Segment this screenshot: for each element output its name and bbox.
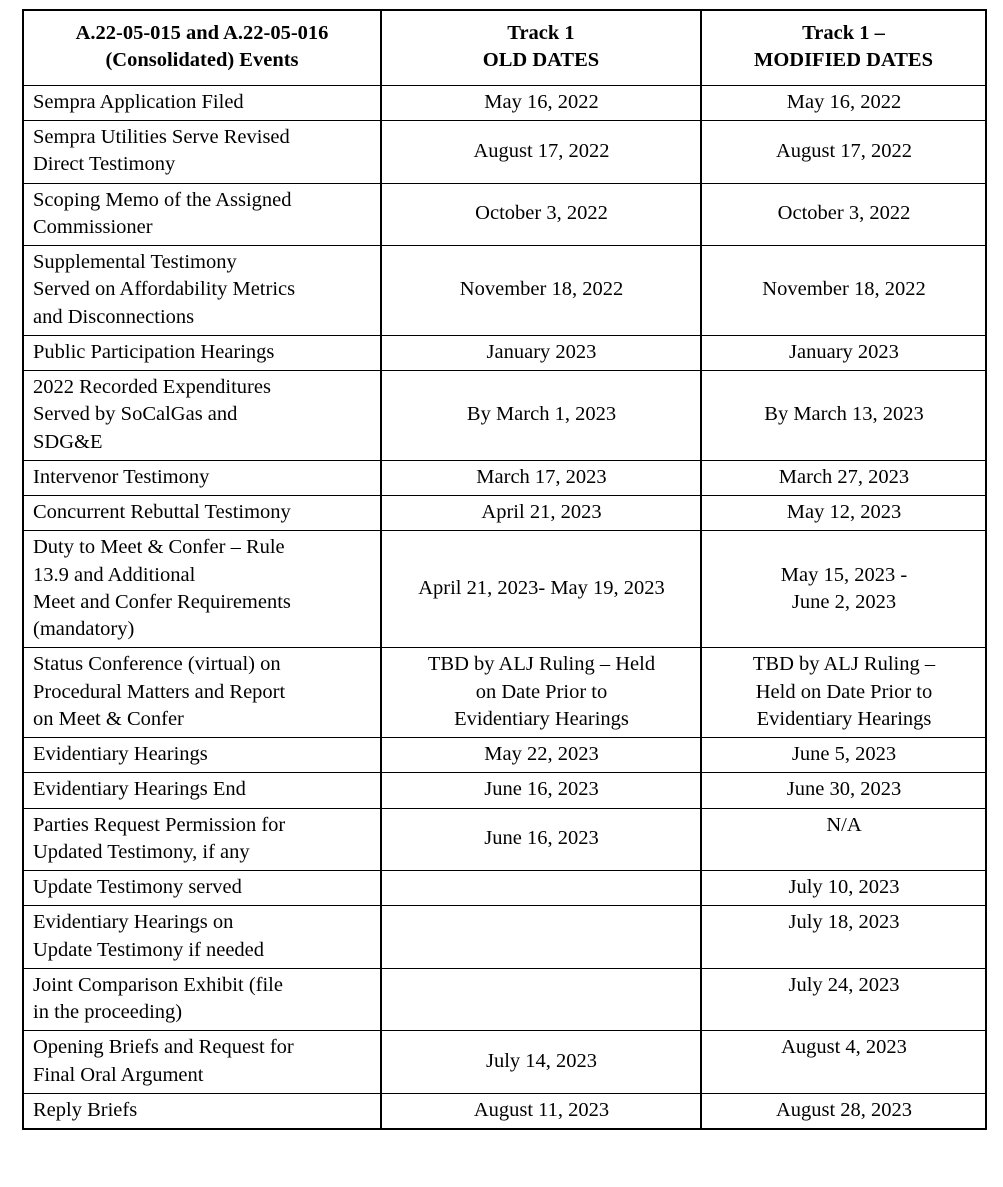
event-cell-content (24, 969, 380, 1031)
modified-date-cell-content (702, 773, 985, 807)
table-row (23, 460, 986, 495)
modified-date-cell-content (702, 461, 985, 495)
event-cell (23, 460, 381, 495)
cell-text-line: Status Conference (virtual) on (33, 653, 281, 676)
modified-date-cell (701, 1093, 986, 1129)
cell-text-line: in the proceeding) (33, 1001, 183, 1024)
old-date-cell (381, 85, 701, 120)
old-date-cell (381, 496, 701, 531)
modified-date-cell-content (702, 86, 985, 120)
old-date-cell (381, 906, 701, 969)
event-cell-content (24, 809, 380, 871)
old-date-cell-content (382, 572, 700, 606)
table-row (23, 1093, 986, 1129)
old-date-cell (381, 1093, 701, 1129)
cell-text-line: April 21, 2023- May 19, 2023 (418, 577, 665, 600)
event-cell (23, 121, 381, 184)
event-cell-content (24, 461, 380, 495)
old-date-cell-content (382, 648, 700, 737)
modified-date-cell (701, 871, 986, 906)
old-date-cell (381, 738, 701, 773)
event-cell-content (24, 1031, 380, 1093)
cell-text-line: May 16, 2022 (786, 90, 902, 113)
modified-date-cell-content (702, 336, 985, 370)
column-header-events (23, 10, 381, 85)
header-row (23, 10, 986, 85)
event-cell-content (24, 496, 380, 530)
event-cell-content (24, 1094, 380, 1128)
cell-text-line: Evidentiary Hearings End (33, 778, 246, 801)
cell-text-line: August 11, 2023 (473, 1098, 610, 1121)
column-header-old-dates-text (382, 11, 700, 85)
cell-text-line: and Disconnections (33, 305, 195, 328)
cell-text-line: July 14, 2023 (485, 1050, 598, 1073)
table-row (23, 906, 986, 969)
modified-date-cell-content (702, 559, 985, 621)
cell-text-line: SDG&E (33, 430, 103, 453)
old-date-cell (381, 121, 701, 184)
old-date-cell-content (382, 461, 700, 495)
cell-text-line: Concurrent Rebuttal Testimony (33, 501, 291, 524)
cell-text-line: May 16, 2022 (484, 90, 599, 113)
table-row (23, 808, 986, 871)
event-cell (23, 246, 381, 336)
cell-text-line: Evidentiary Hearings (454, 707, 629, 730)
old-date-cell-content (382, 983, 700, 1017)
procedural-schedule-table (22, 9, 987, 1130)
modified-date-cell-content (702, 1094, 985, 1128)
cell-text-line: April 21, 2023 (481, 501, 602, 524)
old-date-cell-content (382, 86, 700, 120)
cell-text-line: August 28, 2023 (775, 1098, 913, 1121)
header-line: A.22-05-015 and A.22-05-016 (75, 22, 329, 44)
cell-text-line: Held on Date Prior to (755, 680, 933, 703)
cell-text-line: July 10, 2023 (788, 876, 900, 899)
cell-text-line: Commissioner (33, 215, 153, 238)
cell-text-line: (mandatory) (33, 618, 135, 641)
modified-date-cell-content (702, 871, 985, 905)
table-body (23, 85, 986, 1129)
old-date-cell (381, 773, 701, 808)
cell-text-line: on Meet & Confer (33, 707, 184, 730)
header-line: MODIFIED DATES (753, 49, 933, 72)
event-cell (23, 1093, 381, 1129)
table-row (23, 648, 986, 738)
cell-text-line: Procedural Matters and Report (33, 680, 286, 703)
modified-date-cell (701, 335, 986, 370)
event-cell-content (24, 738, 380, 772)
old-date-cell (381, 460, 701, 495)
old-date-cell (381, 183, 701, 246)
event-cell (23, 773, 381, 808)
table-row (23, 496, 986, 531)
cell-text-line: By March 1, 2023 (466, 403, 617, 426)
cell-text-line: Intervenor Testimony (33, 465, 210, 488)
modified-date-cell (701, 246, 986, 336)
table-row (23, 183, 986, 246)
table-row (23, 871, 986, 906)
cell-text-line: October 3, 2022 (777, 202, 911, 225)
column-header-modified-dates-text (702, 11, 985, 85)
modified-date-cell (701, 738, 986, 773)
modified-date-cell-content (702, 648, 985, 737)
cell-text-line: Final Oral Argument (33, 1063, 204, 1086)
modified-date-cell-content (702, 906, 985, 940)
old-date-cell-content (382, 135, 700, 169)
old-date-cell (381, 371, 701, 461)
old-date-cell (381, 968, 701, 1031)
cell-text-line: August 4, 2023 (781, 1036, 907, 1059)
event-cell-content (24, 648, 380, 737)
modified-date-cell-content (702, 496, 985, 530)
cell-text-line: June 16, 2023 (484, 778, 599, 801)
old-date-cell (381, 335, 701, 370)
cell-text-line: June 5, 2023 (791, 743, 897, 766)
old-date-cell (381, 531, 701, 648)
cell-text-line: Scoping Memo of the Assigned (33, 188, 292, 211)
event-cell-content (24, 246, 380, 335)
old-date-cell-content (382, 920, 700, 954)
column-header-old-dates (381, 10, 701, 85)
cell-text-line: July 18, 2023 (788, 911, 900, 934)
modified-date-cell-content (702, 398, 985, 432)
cell-text-line: Evidentiary Hearings (33, 743, 208, 766)
event-cell (23, 531, 381, 648)
cell-text-line: June 2, 2023 (791, 590, 897, 613)
cell-text-line: Joint Comparison Exhibit (file (33, 973, 283, 996)
old-date-cell-content (382, 197, 700, 231)
modified-date-cell (701, 808, 986, 871)
cell-text-line: By March 13, 2023 (764, 403, 924, 426)
cell-text-line: Update Testimony if needed (33, 938, 265, 961)
old-date-cell (381, 1031, 701, 1094)
cell-text-line: May 15, 2023 - (780, 563, 908, 586)
cell-text-line: August 17, 2022 (775, 139, 913, 162)
cell-text-line: June 30, 2023 (786, 778, 902, 801)
cell-text-line: Served by SoCalGas and (33, 403, 238, 426)
event-cell (23, 183, 381, 246)
cell-text-line: Supplemental Testimony (33, 251, 237, 274)
table-row (23, 968, 986, 1031)
modified-date-cell (701, 968, 986, 1031)
cell-text-line: November 18, 2022 (762, 278, 926, 301)
event-cell (23, 648, 381, 738)
cell-text-line: Evidentiary Hearings on (33, 911, 234, 934)
table-row (23, 371, 986, 461)
cell-text-line: Parties Request Permission for (33, 813, 286, 836)
old-date-cell-content (382, 336, 700, 370)
event-cell (23, 738, 381, 773)
header-line: Track 1 – (802, 22, 885, 44)
event-cell (23, 85, 381, 120)
event-cell (23, 871, 381, 906)
old-date-cell-content (382, 1045, 700, 1079)
header-line: OLD DATES (482, 49, 600, 72)
old-date-cell (381, 648, 701, 738)
table-row (23, 773, 986, 808)
header-line: (Consolidated) Events (105, 49, 299, 72)
cell-text-line: May 12, 2023 (786, 501, 902, 524)
modified-date-cell (701, 906, 986, 969)
modified-date-cell (701, 648, 986, 738)
cell-text-line: Public Participation Hearings (33, 340, 275, 363)
cell-text-line: June 16, 2023 (484, 827, 599, 850)
old-date-cell-content (382, 496, 700, 530)
event-cell-content (24, 531, 380, 647)
event-cell-content (24, 121, 380, 183)
event-cell-content (24, 906, 380, 968)
old-date-cell-content (382, 773, 700, 807)
modified-date-cell (701, 371, 986, 461)
table-row (23, 531, 986, 648)
cell-text-line: March 27, 2023 (778, 465, 910, 488)
event-cell-content (24, 871, 380, 905)
old-date-cell-content (382, 822, 700, 856)
table-row (23, 335, 986, 370)
event-cell-content (24, 371, 380, 460)
cell-text-line: Sempra Utilities Serve Revised (33, 126, 290, 149)
modified-date-cell (701, 1031, 986, 1094)
cell-text-line: January 2023 (789, 340, 899, 363)
old-date-cell-content (382, 871, 700, 905)
column-header-events-text (24, 11, 380, 85)
event-cell (23, 808, 381, 871)
modified-date-cell (701, 121, 986, 184)
cell-text-line: Direct Testimony (33, 153, 176, 176)
modified-date-cell-content (702, 135, 985, 169)
modified-date-cell-content (702, 273, 985, 307)
event-cell (23, 906, 381, 969)
cell-text-line: Updated Testimony, if any (33, 840, 250, 863)
cell-text-line: Opening Briefs and Request for (33, 1036, 294, 1059)
cell-text-line: Reply Briefs (33, 1098, 138, 1121)
cell-text-line: Update Testimony served (33, 876, 242, 899)
modified-date-cell (701, 531, 986, 648)
table-row (23, 246, 986, 336)
cell-text-line: March 17, 2023 (476, 465, 607, 488)
event-cell (23, 371, 381, 461)
cell-text-line: Evidentiary Hearings (756, 707, 932, 730)
cell-text-line: May 22, 2023 (484, 743, 599, 766)
old-date-cell (381, 808, 701, 871)
modified-date-cell (701, 85, 986, 120)
table-row (23, 1031, 986, 1094)
table-header (23, 10, 986, 85)
column-header-modified-dates (701, 10, 986, 85)
event-cell-content (24, 184, 380, 246)
cell-text-line: TBD by ALJ Ruling – (752, 653, 936, 676)
old-date-cell-content (382, 273, 700, 307)
modified-date-cell-content (702, 969, 985, 1003)
event-cell (23, 496, 381, 531)
cell-text-line: Sempra Application Filed (33, 90, 244, 113)
table-row (23, 738, 986, 773)
cell-text-line: October 3, 2022 (475, 202, 608, 225)
cell-text-line: N/A (826, 813, 862, 836)
old-date-cell (381, 871, 701, 906)
cell-text-line: Meet and Confer Requirements (33, 590, 291, 613)
event-cell-content (24, 773, 380, 807)
old-date-cell-content (382, 738, 700, 772)
modified-date-cell (701, 460, 986, 495)
modified-date-cell (701, 183, 986, 246)
cell-text-line: July 24, 2023 (788, 973, 900, 996)
modified-date-cell-content (702, 197, 985, 231)
cell-text-line: 2022 Recorded Expenditures (33, 376, 271, 399)
old-date-cell (381, 246, 701, 336)
event-cell (23, 968, 381, 1031)
old-date-cell-content (382, 1094, 700, 1128)
table-row (23, 121, 986, 184)
cell-text-line: Served on Affordability Metrics (33, 278, 296, 301)
old-date-cell-content (382, 398, 700, 432)
modified-date-cell (701, 773, 986, 808)
modified-date-cell-content (702, 1031, 985, 1065)
header-line: Track 1 (507, 22, 575, 44)
modified-date-cell-content (702, 738, 985, 772)
cell-text-line: 13.9 and Additional (33, 563, 196, 586)
table-row (23, 85, 986, 120)
event-cell-content (24, 86, 380, 120)
cell-text-line: January 2023 (486, 340, 597, 363)
cell-text-line: Duty to Meet & Confer – Rule (33, 536, 285, 559)
modified-date-cell (701, 496, 986, 531)
cell-text-line: November 18, 2022 (459, 278, 624, 301)
cell-text-line: on Date Prior to (475, 680, 608, 703)
cell-text-line: TBD by ALJ Ruling – Held (427, 653, 656, 676)
modified-date-cell-content (702, 809, 985, 843)
event-cell (23, 1031, 381, 1094)
cell-text-line: August 17, 2022 (473, 139, 610, 162)
event-cell (23, 335, 381, 370)
event-cell-content (24, 336, 380, 370)
